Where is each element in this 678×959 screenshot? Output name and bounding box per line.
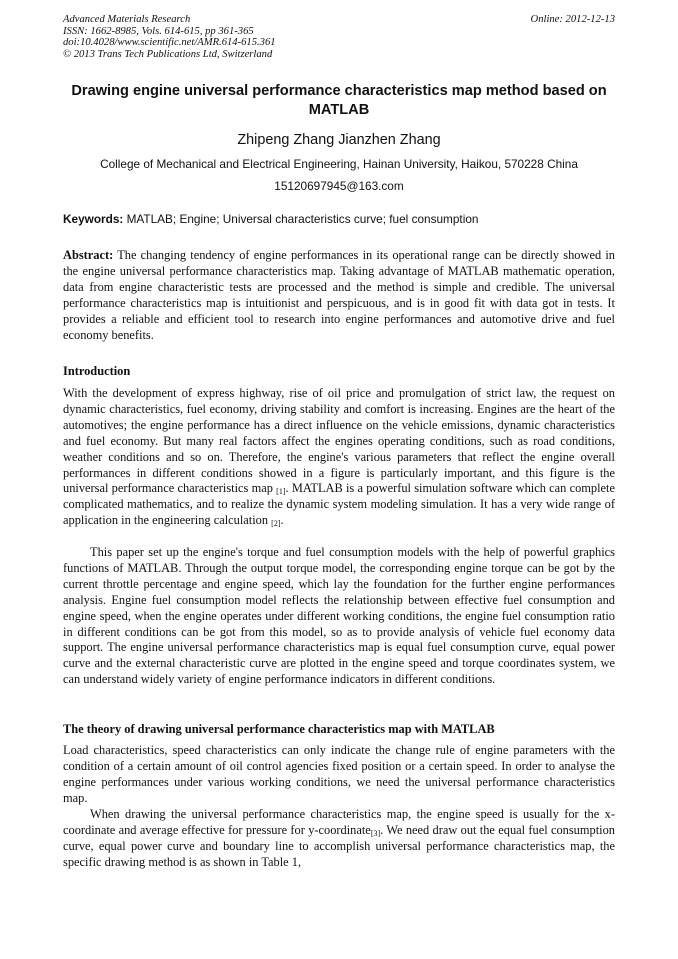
- intro-paragraph-1: With the development of express highway, rise of oil price and promulgation of strict law, the request on dynamic characteristics, fuel economy, driving stability and comfort is increasing. Engines are the heart of the automotives; the engine performance has a direct influence on the vehicle emissions, dynamic characteristics and fuel economy. But many real factors affect the engines operating conditions, such as road conditions, weather conditions and so on. Therefore, the engine's various parameters that reflect the engine overall performances in different conditions showed in a figure is particularly important, and this figure is the universal performance characteristics map $_{[1]}$. MATLAB is a powerful simulation software which can complete complicated mathematics, and to realize the dynamic system modeling simulation. It has a very wide range of application in the engineering calculation $_{[2]}$.: [63, 386, 615, 529]
- keywords-text: MATLAB; Engine; Universal characteristics curve; fuel consumption: [123, 212, 479, 226]
- paper-title: Drawing engine universal performance characteristics map method based on MATLAB: [71, 83, 607, 118]
- intro-paragraph-2: This paper set up the engine's torque and fuel consumption models with the help of powerful graphics functions of MATLAB. Through the output torque model, the corresponding engine torque can be got by the current throttle percentage and engine speed, which lay the foundation for the further engine performances analysis. Engine fuel consumption model reflects the relationship between effective fuel consumption and engine speed, when the engine operates under different working conditions, the engine fuel consumption ratio in different conditions can be got from this model, so as to provide analysis of vehicle fuel economy data support. The engine universal performance characteristics map is equal fuel consumption curve, equal power curve and the external characteristic curve are plotted in the engine speed and torque coordinates system, we can understand widely variety of engine performance indicators in different conditions.: [63, 545, 615, 687]
- affiliation: College of Mechanical and Electrical Engineering, Hainan University, Haikou, 570228 China: [100, 157, 578, 171]
- citation-2: [2]: [271, 519, 281, 529]
- copyright-line: © 2013 Trans Tech Publications Ltd, Switzerland: [63, 48, 273, 60]
- keywords-label: Keywords:: [63, 212, 124, 226]
- theory-paragraph-1: Load characteristics, speed characteristics can only indicate the change rule of engine parameters with the condition of a certain amount of oil control agencies fixed position or a certain speed. In order to analyse the engine performances under various working conditions, we need the universal performance characteristics map.: [63, 743, 615, 805]
- email: 15120697945@163.com: [274, 179, 404, 193]
- theory-heading: The theory of drawing universal performance characteristics map with MATLAB: [63, 722, 495, 736]
- authors: Zhipeng Zhang Jianzhen Zhang: [237, 132, 441, 148]
- abstract-label: Abstract:: [63, 248, 114, 262]
- online-date: Online: 2012-12-13: [530, 14, 615, 25]
- introduction-heading: Introduction: [63, 364, 131, 378]
- journal-header: [63, 14, 615, 60]
- citation-1: [1]: [276, 487, 286, 497]
- keywords: [63, 212, 615, 226]
- abstract: [63, 248, 615, 343]
- issn-line: ISSN: 1662-8985, Vols. 614-615, pp 361-365: [63, 25, 254, 37]
- doi-line: doi:10.4028/www.scientific.net/AMR.614-615.361: [63, 37, 276, 48]
- theory-paragraph-2: When drawing the universal performance characteristics map, the engine speed is usually for the x-coordinate and average effective for pressure for y-coordinate$_{[3]}$. We need draw out the equal fuel consumption curve, equal power curve and boundary line to accomplish universal performance characteristics map, the specific drawing method is as shown in Table 1,: [63, 807, 615, 869]
- journal-name: Advanced Materials Research: [63, 14, 191, 25]
- abstract-text: The changing tendency of engine performances in its operational range can be directly showed in the engine universal performance characteristics map. Taking advantage of MATLAB mathematic operation, data from engine characteristic tests are processed and the method is simple and credible. The universal performance characteristics map is intuitionist and perspicuous, and is in good fit with data got in tests. It provides a reliable and efficient tool to research into engine performances and automotive drive and fuel economy benefits.: [63, 248, 615, 342]
- citation-3: [3]: [370, 828, 381, 838]
